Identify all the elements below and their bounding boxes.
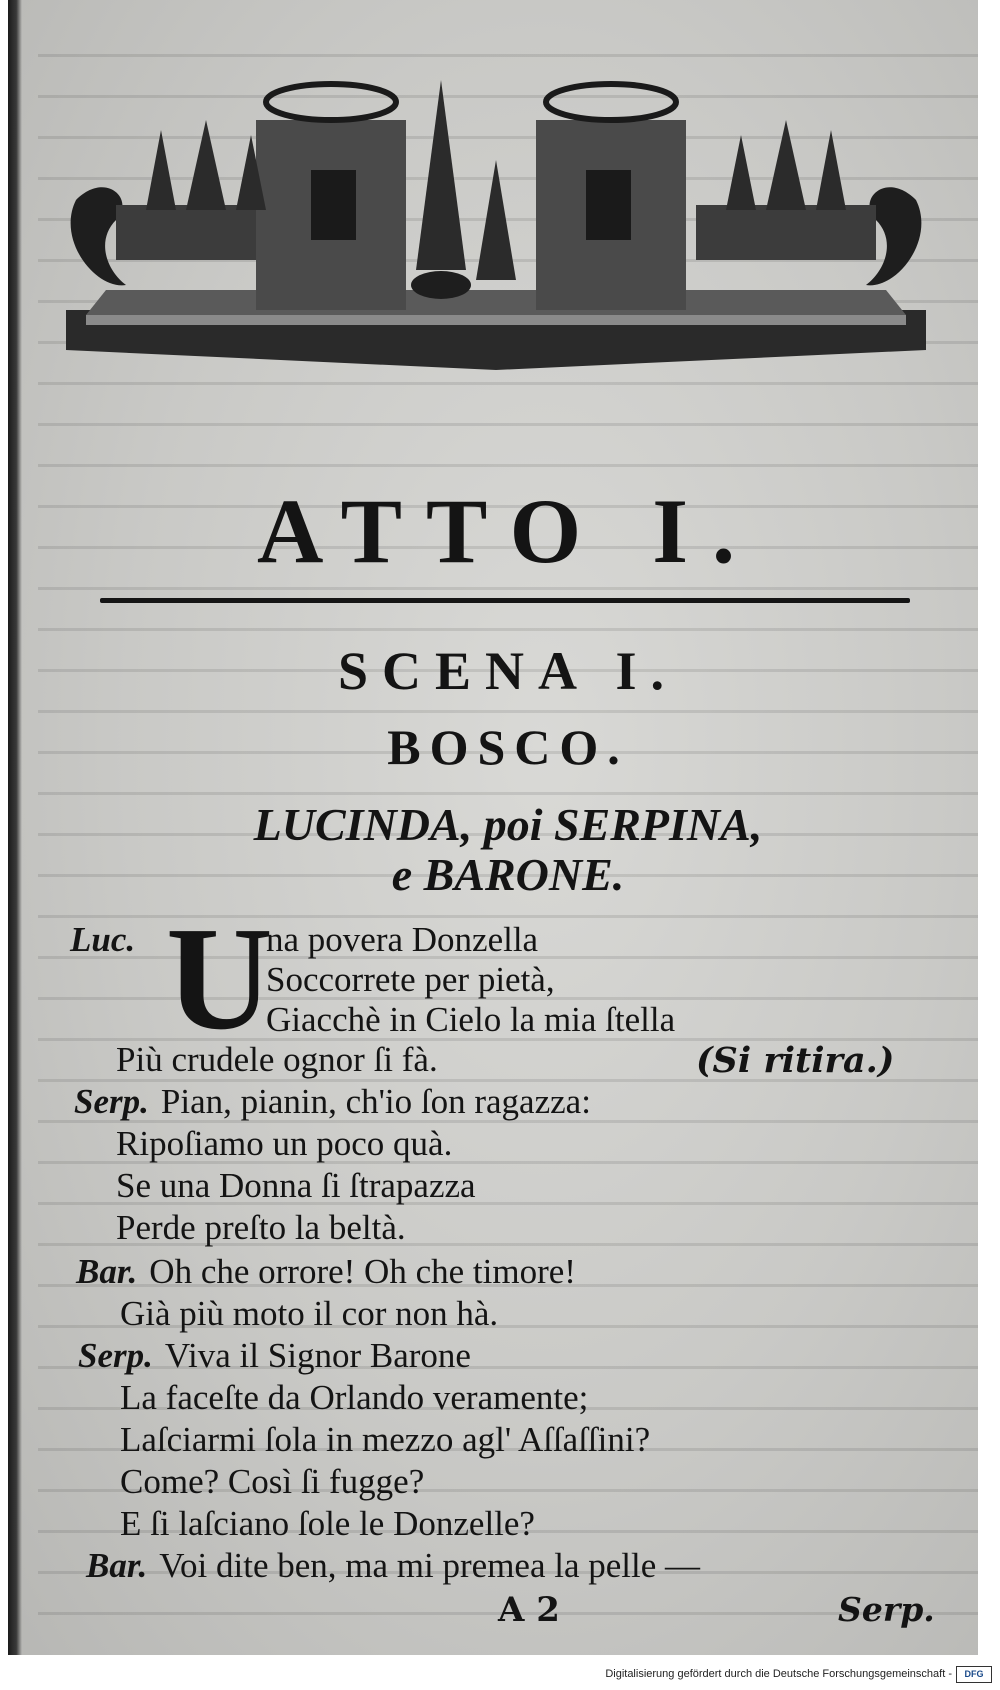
verse-text: Pian, pianin, ch'io ſon ragazza:: [160, 1082, 591, 1121]
dfg-logo: DFG: [956, 1666, 992, 1683]
stage-direction: (Si ritira.): [696, 1040, 895, 1081]
speaker-label: Serp.: [74, 1082, 149, 1121]
verse-text: Laſciarmi ſola in mezzo agl' Aſſaſſini?: [120, 1420, 651, 1459]
garden-vignette-ornament-icon: [66, 40, 926, 390]
verse-line: [76, 1252, 576, 1292]
verse-text: Più crudele ognor ſi fà.: [116, 1040, 438, 1079]
scene-location: BOSCO.: [387, 719, 629, 775]
verse-text: Giacchè in Cielo la mia ſtella: [266, 1000, 676, 1039]
speaker-label: Bar.: [76, 1252, 138, 1291]
catchword: Serp.: [838, 1590, 935, 1629]
verse-text: Perde preſto la beltà.: [116, 1208, 406, 1247]
speaker-label: Serp.: [78, 1336, 153, 1375]
speaker-label: Bar.: [86, 1546, 148, 1585]
verse-text: Oh che orrore! Oh che timore!: [149, 1252, 576, 1291]
verse-text: Viva il Signor Barone: [164, 1336, 471, 1375]
speaker-label: Luc.: [70, 920, 136, 959]
cast-line: e BARONE.: [391, 849, 625, 900]
verse-text: Se una Donna ſi ſtrapazza: [116, 1166, 476, 1205]
verse-text: Soccorrete per pietà,: [266, 960, 555, 999]
signature-mark: A 2: [498, 1590, 560, 1630]
verse-text: Già più moto il cor non hà.: [120, 1294, 499, 1333]
verse-line: [78, 1336, 471, 1376]
verse-line: [74, 1082, 591, 1122]
cast-line: LUCINDA, poi SERPINA,: [253, 799, 763, 850]
verse-text: Come? Così ſi fugge?: [120, 1462, 425, 1501]
verse-text: na povera Donzella: [266, 920, 539, 959]
scene-title: SCENA I.: [337, 641, 679, 701]
digitization-credit: Digitalisierung gefördert durch die Deutsche Forschungsgemeinschaft -: [605, 1668, 952, 1680]
verse-line: [70, 920, 147, 960]
drop-cap: U: [166, 897, 273, 1061]
heading-rule: [100, 598, 910, 603]
verse-text: E ſi laſciano ſole le Donzelle?: [120, 1504, 535, 1543]
book-page: [8, 0, 978, 1655]
verse-text: Ripoſiamo un poco quà.: [116, 1124, 453, 1163]
verse-text: Voi dite ben, ma mi premea la pelle —: [159, 1546, 701, 1585]
act-title: ATTO I.: [256, 480, 760, 582]
verse-line: [86, 1546, 700, 1586]
verse-text: La faceſte da Orlando veramente;: [120, 1378, 589, 1417]
